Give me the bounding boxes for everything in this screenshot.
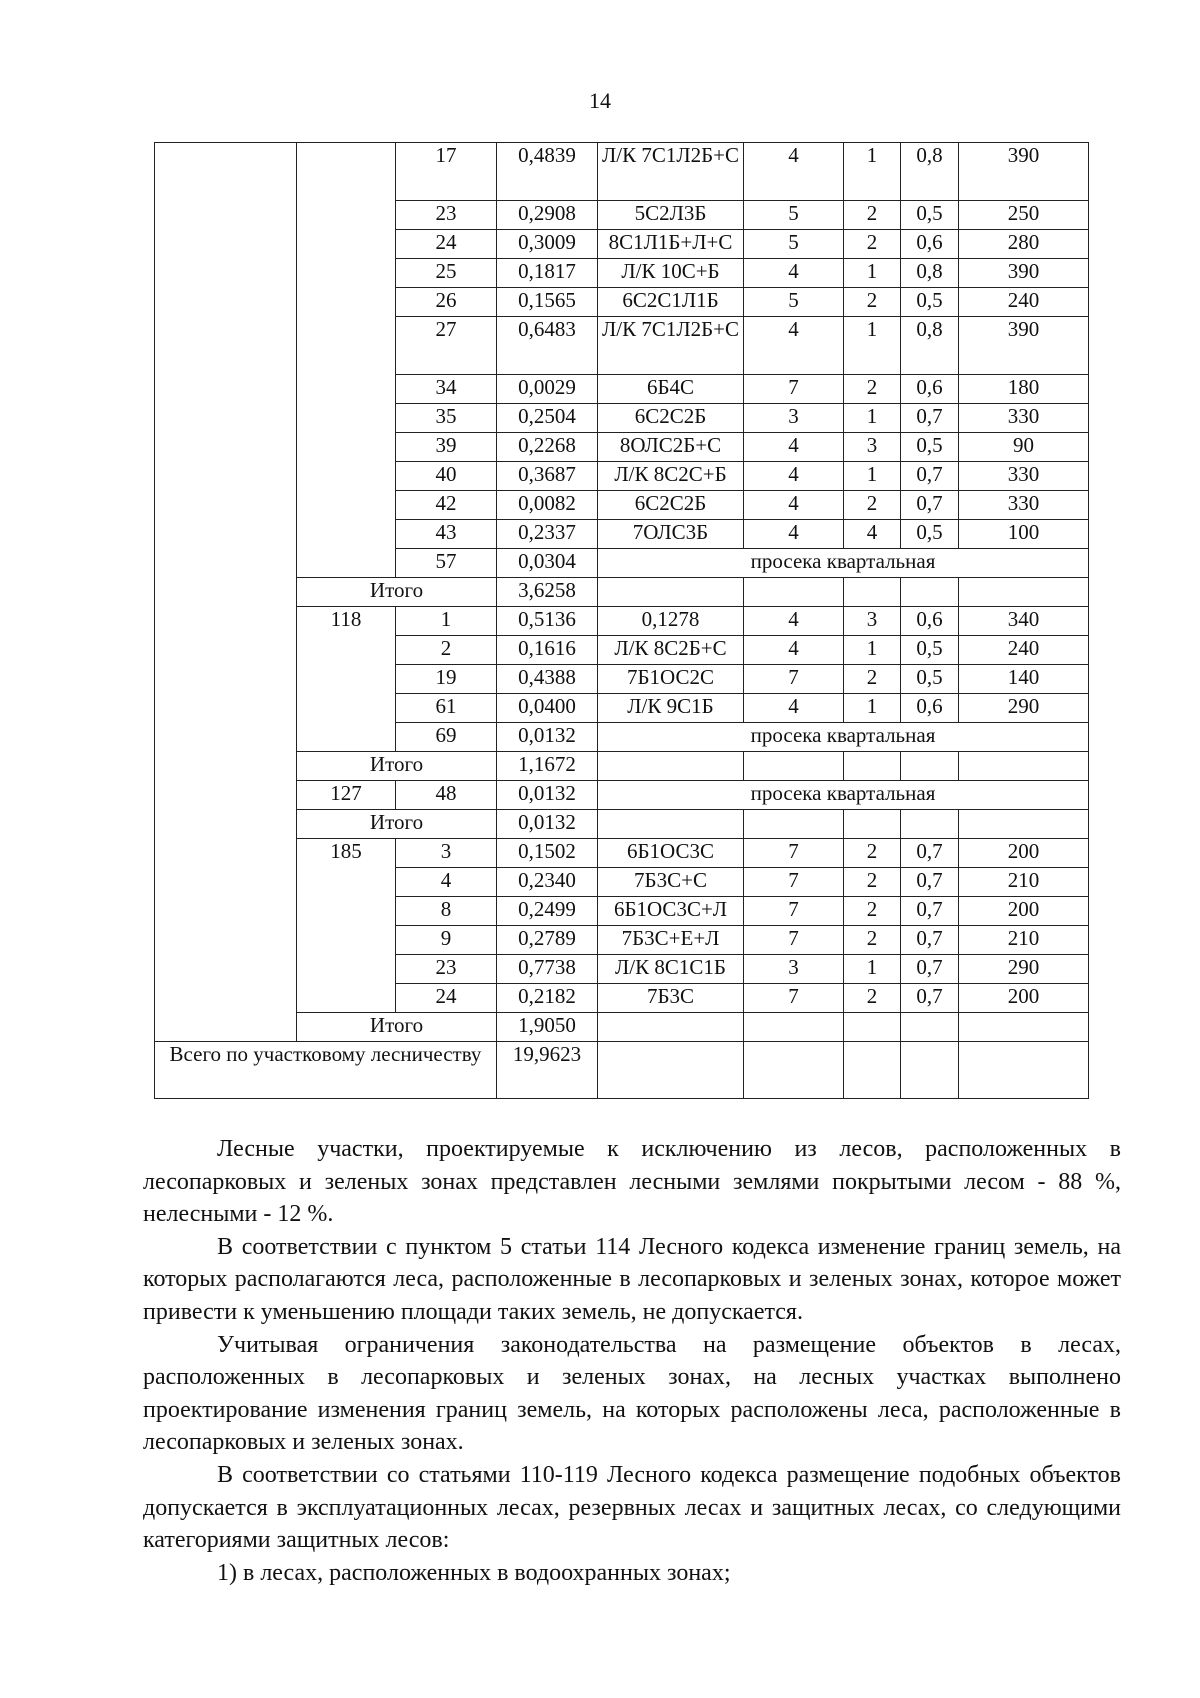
plot-number: 2 bbox=[396, 636, 497, 665]
col-value-2: 1 bbox=[844, 317, 901, 375]
quarter-number: 127 bbox=[297, 781, 396, 810]
col-value-2: 2 bbox=[844, 665, 901, 694]
subtotal-area: 3,6258 bbox=[497, 578, 598, 607]
col-value-3: 0,5 bbox=[901, 201, 959, 230]
col-value-4: 200 bbox=[959, 839, 1089, 868]
col-value-3: 0,5 bbox=[901, 288, 959, 317]
plot-area: 0,2182 bbox=[497, 984, 598, 1013]
col-value-4: 140 bbox=[959, 665, 1089, 694]
col-value-2: 2 bbox=[844, 491, 901, 520]
empty-cell bbox=[959, 752, 1089, 781]
empty-cell bbox=[959, 1013, 1089, 1042]
plot-number: 40 bbox=[396, 462, 497, 491]
table-row bbox=[155, 143, 1089, 201]
col-value-3: 0,8 bbox=[901, 143, 959, 201]
plot-number: 69 bbox=[396, 723, 497, 752]
col-value-1: 4 bbox=[744, 143, 844, 201]
empty-cell bbox=[901, 1042, 959, 1099]
body-text bbox=[143, 1133, 1121, 1589]
plot-number: 24 bbox=[396, 230, 497, 259]
plot-area: 0,1616 bbox=[497, 636, 598, 665]
plot-note: просека квартальная bbox=[598, 781, 1089, 810]
species-composition: Л/К 9С1Б bbox=[598, 694, 744, 723]
col-value-4: 200 bbox=[959, 897, 1089, 926]
col-value-1: 4 bbox=[744, 607, 844, 636]
col-value-1: 7 bbox=[744, 665, 844, 694]
col-value-1: 4 bbox=[744, 520, 844, 549]
plot-area: 0,0132 bbox=[497, 723, 598, 752]
subtotal-label: Итого bbox=[297, 578, 497, 607]
empty-cell bbox=[844, 752, 901, 781]
col-value-1: 7 bbox=[744, 375, 844, 404]
col-value-3: 0,8 bbox=[901, 259, 959, 288]
plot-number: 3 bbox=[396, 839, 497, 868]
col-value-2: 1 bbox=[844, 259, 901, 288]
col-value-3: 0,6 bbox=[901, 375, 959, 404]
col-value-4: 90 bbox=[959, 433, 1089, 462]
plot-area: 0,0082 bbox=[497, 491, 598, 520]
col-value-4: 210 bbox=[959, 868, 1089, 897]
col-value-1: 4 bbox=[744, 317, 844, 375]
plot-number: 24 bbox=[396, 984, 497, 1013]
col-value-4: 240 bbox=[959, 636, 1089, 665]
col-value-3: 0,5 bbox=[901, 520, 959, 549]
plot-note: просека квартальная bbox=[598, 723, 1089, 752]
empty-cell bbox=[598, 578, 744, 607]
plot-area: 0,1565 bbox=[497, 288, 598, 317]
col-value-2: 1 bbox=[844, 462, 901, 491]
empty-cell bbox=[744, 1042, 844, 1099]
col-value-1: 7 bbox=[744, 926, 844, 955]
col-value-3: 0,8 bbox=[901, 317, 959, 375]
plot-area: 0,6483 bbox=[497, 317, 598, 375]
plot-area: 0,2504 bbox=[497, 404, 598, 433]
plot-number: 35 bbox=[396, 404, 497, 433]
col-value-3: 0,7 bbox=[901, 984, 959, 1013]
col-value-4: 390 bbox=[959, 259, 1089, 288]
col-value-3: 0,5 bbox=[901, 433, 959, 462]
col-value-1: 4 bbox=[744, 462, 844, 491]
col-value-3: 0,7 bbox=[901, 839, 959, 868]
plot-number: 23 bbox=[396, 201, 497, 230]
plot-area: 0,2499 bbox=[497, 897, 598, 926]
col-value-2: 4 bbox=[844, 520, 901, 549]
empty-cell bbox=[959, 1042, 1089, 1099]
plot-number: 19 bbox=[396, 665, 497, 694]
species-composition: 7Б1ОС2С bbox=[598, 665, 744, 694]
col-value-2: 1 bbox=[844, 143, 901, 201]
plot-number: 17 bbox=[396, 143, 497, 201]
region-cell bbox=[155, 143, 297, 1042]
plot-number: 39 bbox=[396, 433, 497, 462]
col-value-3: 0,7 bbox=[901, 955, 959, 984]
grand-total-area: 19,9623 bbox=[497, 1042, 598, 1099]
col-value-1: 4 bbox=[744, 259, 844, 288]
paragraph: В соответствии с пунктом 5 статьи 114 Лесного кодекса изменение границ земель, на которых располагаются леса, расположенные в лесопарковых и зеленых зонах, которое может привести к уменьшению площади таких земель, не допускается. bbox=[143, 1233, 1121, 1325]
empty-cell bbox=[744, 578, 844, 607]
col-value-2: 2 bbox=[844, 897, 901, 926]
col-value-2: 2 bbox=[844, 288, 901, 317]
plot-area: 0,2789 bbox=[497, 926, 598, 955]
plot-number: 61 bbox=[396, 694, 497, 723]
empty-cell bbox=[844, 578, 901, 607]
col-value-4: 240 bbox=[959, 288, 1089, 317]
col-value-3: 0,7 bbox=[901, 926, 959, 955]
subtotal-area: 1,1672 bbox=[497, 752, 598, 781]
col-value-2: 2 bbox=[844, 984, 901, 1013]
col-value-2: 1 bbox=[844, 404, 901, 433]
plot-number: 27 bbox=[396, 317, 497, 375]
species-composition: 6Б4С bbox=[598, 375, 744, 404]
col-value-1: 7 bbox=[744, 839, 844, 868]
empty-cell bbox=[744, 1013, 844, 1042]
empty-cell bbox=[744, 810, 844, 839]
col-value-1: 4 bbox=[744, 491, 844, 520]
col-value-3: 0,7 bbox=[901, 462, 959, 491]
paragraph: Учитывая ограничения законодательства на размещение объектов в лесах, расположенных в лесопарковых и зеленых зонах, на лесных участках выполнено проектирование изменения границ земель, на которых расположены леса, расположенные в лесопарковых и зеленых зонах. bbox=[143, 1331, 1121, 1456]
species-composition: Л/К 7С1Л2Б+С bbox=[598, 143, 744, 201]
species-composition: Л/К 8С2Б+С bbox=[598, 636, 744, 665]
col-value-4: 340 bbox=[959, 607, 1089, 636]
col-value-2: 2 bbox=[844, 868, 901, 897]
plot-number: 57 bbox=[396, 549, 497, 578]
col-value-1: 7 bbox=[744, 868, 844, 897]
subtotal-label: Итого bbox=[297, 810, 497, 839]
empty-cell bbox=[744, 752, 844, 781]
plot-area: 0,1817 bbox=[497, 259, 598, 288]
col-value-4: 290 bbox=[959, 694, 1089, 723]
plot-area: 0,0304 bbox=[497, 549, 598, 578]
col-value-1: 4 bbox=[744, 433, 844, 462]
plot-number: 4 bbox=[396, 868, 497, 897]
empty-cell bbox=[901, 578, 959, 607]
quarter-number: 185 bbox=[297, 839, 396, 1013]
plot-number: 43 bbox=[396, 520, 497, 549]
plot-note: просека квартальная bbox=[598, 549, 1089, 578]
page-number: 14 bbox=[589, 88, 611, 113]
col-value-2: 3 bbox=[844, 607, 901, 636]
col-value-1: 4 bbox=[744, 636, 844, 665]
col-value-1: 3 bbox=[744, 404, 844, 433]
col-value-4: 100 bbox=[959, 520, 1089, 549]
subtotal-label: Итого bbox=[297, 1013, 497, 1042]
species-composition: 6С2С1Л1Б bbox=[598, 288, 744, 317]
col-value-4: 390 bbox=[959, 317, 1089, 375]
subtotal-label: Итого bbox=[297, 752, 497, 781]
paragraph: 1) в лесах, расположенных в водоохранных зонах; bbox=[217, 1559, 731, 1586]
subtotal-area: 0,0132 bbox=[497, 810, 598, 839]
col-value-4: 200 bbox=[959, 984, 1089, 1013]
plot-number: 8 bbox=[396, 897, 497, 926]
empty-cell bbox=[959, 810, 1089, 839]
species-composition: 6Б1ОС3С+Л bbox=[598, 897, 744, 926]
empty-cell bbox=[598, 1042, 744, 1099]
species-composition: 6С2С2Б bbox=[598, 491, 744, 520]
plot-area: 0,2908 bbox=[497, 201, 598, 230]
col-value-1: 5 bbox=[744, 230, 844, 259]
plot-area: 0,0132 bbox=[497, 781, 598, 810]
species-composition: 5С2Л3Б bbox=[598, 201, 744, 230]
empty-cell bbox=[844, 1013, 901, 1042]
col-value-2: 1 bbox=[844, 636, 901, 665]
col-value-3: 0,7 bbox=[901, 897, 959, 926]
empty-cell bbox=[598, 1013, 744, 1042]
col-value-3: 0,6 bbox=[901, 694, 959, 723]
col-value-4: 280 bbox=[959, 230, 1089, 259]
col-value-2: 2 bbox=[844, 926, 901, 955]
empty-cell bbox=[901, 810, 959, 839]
col-value-2: 2 bbox=[844, 839, 901, 868]
species-composition: 8ОЛС2Б+С bbox=[598, 433, 744, 462]
paragraph: Лесные участки, проектируемые к исключению из лесов, расположенных в лесопарковых и зеленых зонах представлен лесными землями покрытыми лесом - 88 %, нелесными - 12 %. bbox=[143, 1136, 1121, 1228]
species-composition: 7ОЛС3Б bbox=[598, 520, 744, 549]
empty-cell bbox=[901, 752, 959, 781]
empty-cell bbox=[844, 1042, 901, 1099]
plot-area: 0,5136 bbox=[497, 607, 598, 636]
plot-area: 0,1502 bbox=[497, 839, 598, 868]
plot-number: 48 bbox=[396, 781, 497, 810]
empty-cell bbox=[598, 810, 744, 839]
plot-number: 1 bbox=[396, 607, 497, 636]
col-value-4: 390 bbox=[959, 143, 1089, 201]
plot-number: 9 bbox=[396, 926, 497, 955]
plot-area: 0,3009 bbox=[497, 230, 598, 259]
species-composition: 7Б3С bbox=[598, 984, 744, 1013]
col-value-3: 0,6 bbox=[901, 607, 959, 636]
col-value-4: 330 bbox=[959, 404, 1089, 433]
col-value-3: 0,6 bbox=[901, 230, 959, 259]
plot-number: 42 bbox=[396, 491, 497, 520]
col-value-1: 3 bbox=[744, 955, 844, 984]
col-value-4: 180 bbox=[959, 375, 1089, 404]
plot-area: 0,2268 bbox=[497, 433, 598, 462]
plot-number: 25 bbox=[396, 259, 497, 288]
col-value-1: 7 bbox=[744, 984, 844, 1013]
col-value-4: 210 bbox=[959, 926, 1089, 955]
plot-area: 0,2340 bbox=[497, 868, 598, 897]
grand-total-label: Всего по участковому лесничеству bbox=[155, 1042, 497, 1099]
quarter-number bbox=[297, 143, 396, 578]
col-value-3: 0,5 bbox=[901, 636, 959, 665]
plot-area: 0,0029 bbox=[497, 375, 598, 404]
plot-number: 26 bbox=[396, 288, 497, 317]
col-value-3: 0,7 bbox=[901, 868, 959, 897]
empty-cell bbox=[598, 752, 744, 781]
plot-number: 23 bbox=[396, 955, 497, 984]
plot-area: 0,2337 bbox=[497, 520, 598, 549]
species-composition: 7Б3С+С bbox=[598, 868, 744, 897]
quarter-number: 118 bbox=[297, 607, 396, 752]
species-composition: 8С1Л1Б+Л+С bbox=[598, 230, 744, 259]
table-body bbox=[155, 143, 1089, 1099]
plot-area: 0,0400 bbox=[497, 694, 598, 723]
col-value-2: 2 bbox=[844, 230, 901, 259]
paragraph: В соответствии со статьями 110-119 Лесного кодекса размещение подобных объектов допускается в эксплуатационных лесах, резервных лесах и защитных лесах, со следующими категориями защитных лесов: bbox=[143, 1461, 1121, 1554]
table-row bbox=[155, 1042, 1089, 1099]
species-composition: 6С2С2Б bbox=[598, 404, 744, 433]
col-value-4: 290 bbox=[959, 955, 1089, 984]
col-value-3: 0,5 bbox=[901, 665, 959, 694]
col-value-3: 0,7 bbox=[901, 491, 959, 520]
species-composition: Л/К 7С1Л2Б+С bbox=[598, 317, 744, 375]
col-value-4: 250 bbox=[959, 201, 1089, 230]
subtotal-area: 1,9050 bbox=[497, 1013, 598, 1042]
col-value-1: 5 bbox=[744, 288, 844, 317]
species-composition: 7Б3С+Е+Л bbox=[598, 926, 744, 955]
col-value-2: 1 bbox=[844, 694, 901, 723]
empty-cell bbox=[959, 578, 1089, 607]
empty-cell bbox=[844, 810, 901, 839]
species-composition: Л/К 8С1С1Б bbox=[598, 955, 744, 984]
species-composition: 6Б1ОС3С bbox=[598, 839, 744, 868]
forest-plots-table bbox=[154, 142, 1089, 1099]
plot-number: 34 bbox=[396, 375, 497, 404]
col-value-1: 7 bbox=[744, 897, 844, 926]
plot-area: 0,3687 bbox=[497, 462, 598, 491]
col-value-2: 2 bbox=[844, 201, 901, 230]
col-value-2: 2 bbox=[844, 375, 901, 404]
col-value-1: 5 bbox=[744, 201, 844, 230]
plot-area: 0,7738 bbox=[497, 955, 598, 984]
species-composition: Л/К 10С+Б bbox=[598, 259, 744, 288]
col-value-2: 1 bbox=[844, 955, 901, 984]
col-value-4: 330 bbox=[959, 462, 1089, 491]
plot-area: 0,4388 bbox=[497, 665, 598, 694]
col-value-1: 4 bbox=[744, 694, 844, 723]
species-composition: Л/К 8С2С+Б bbox=[598, 462, 744, 491]
species-composition: 0,1278 bbox=[598, 607, 744, 636]
empty-cell bbox=[901, 1013, 959, 1042]
plot-area: 0,4839 bbox=[497, 143, 598, 201]
col-value-3: 0,7 bbox=[901, 404, 959, 433]
col-value-4: 330 bbox=[959, 491, 1089, 520]
col-value-2: 3 bbox=[844, 433, 901, 462]
